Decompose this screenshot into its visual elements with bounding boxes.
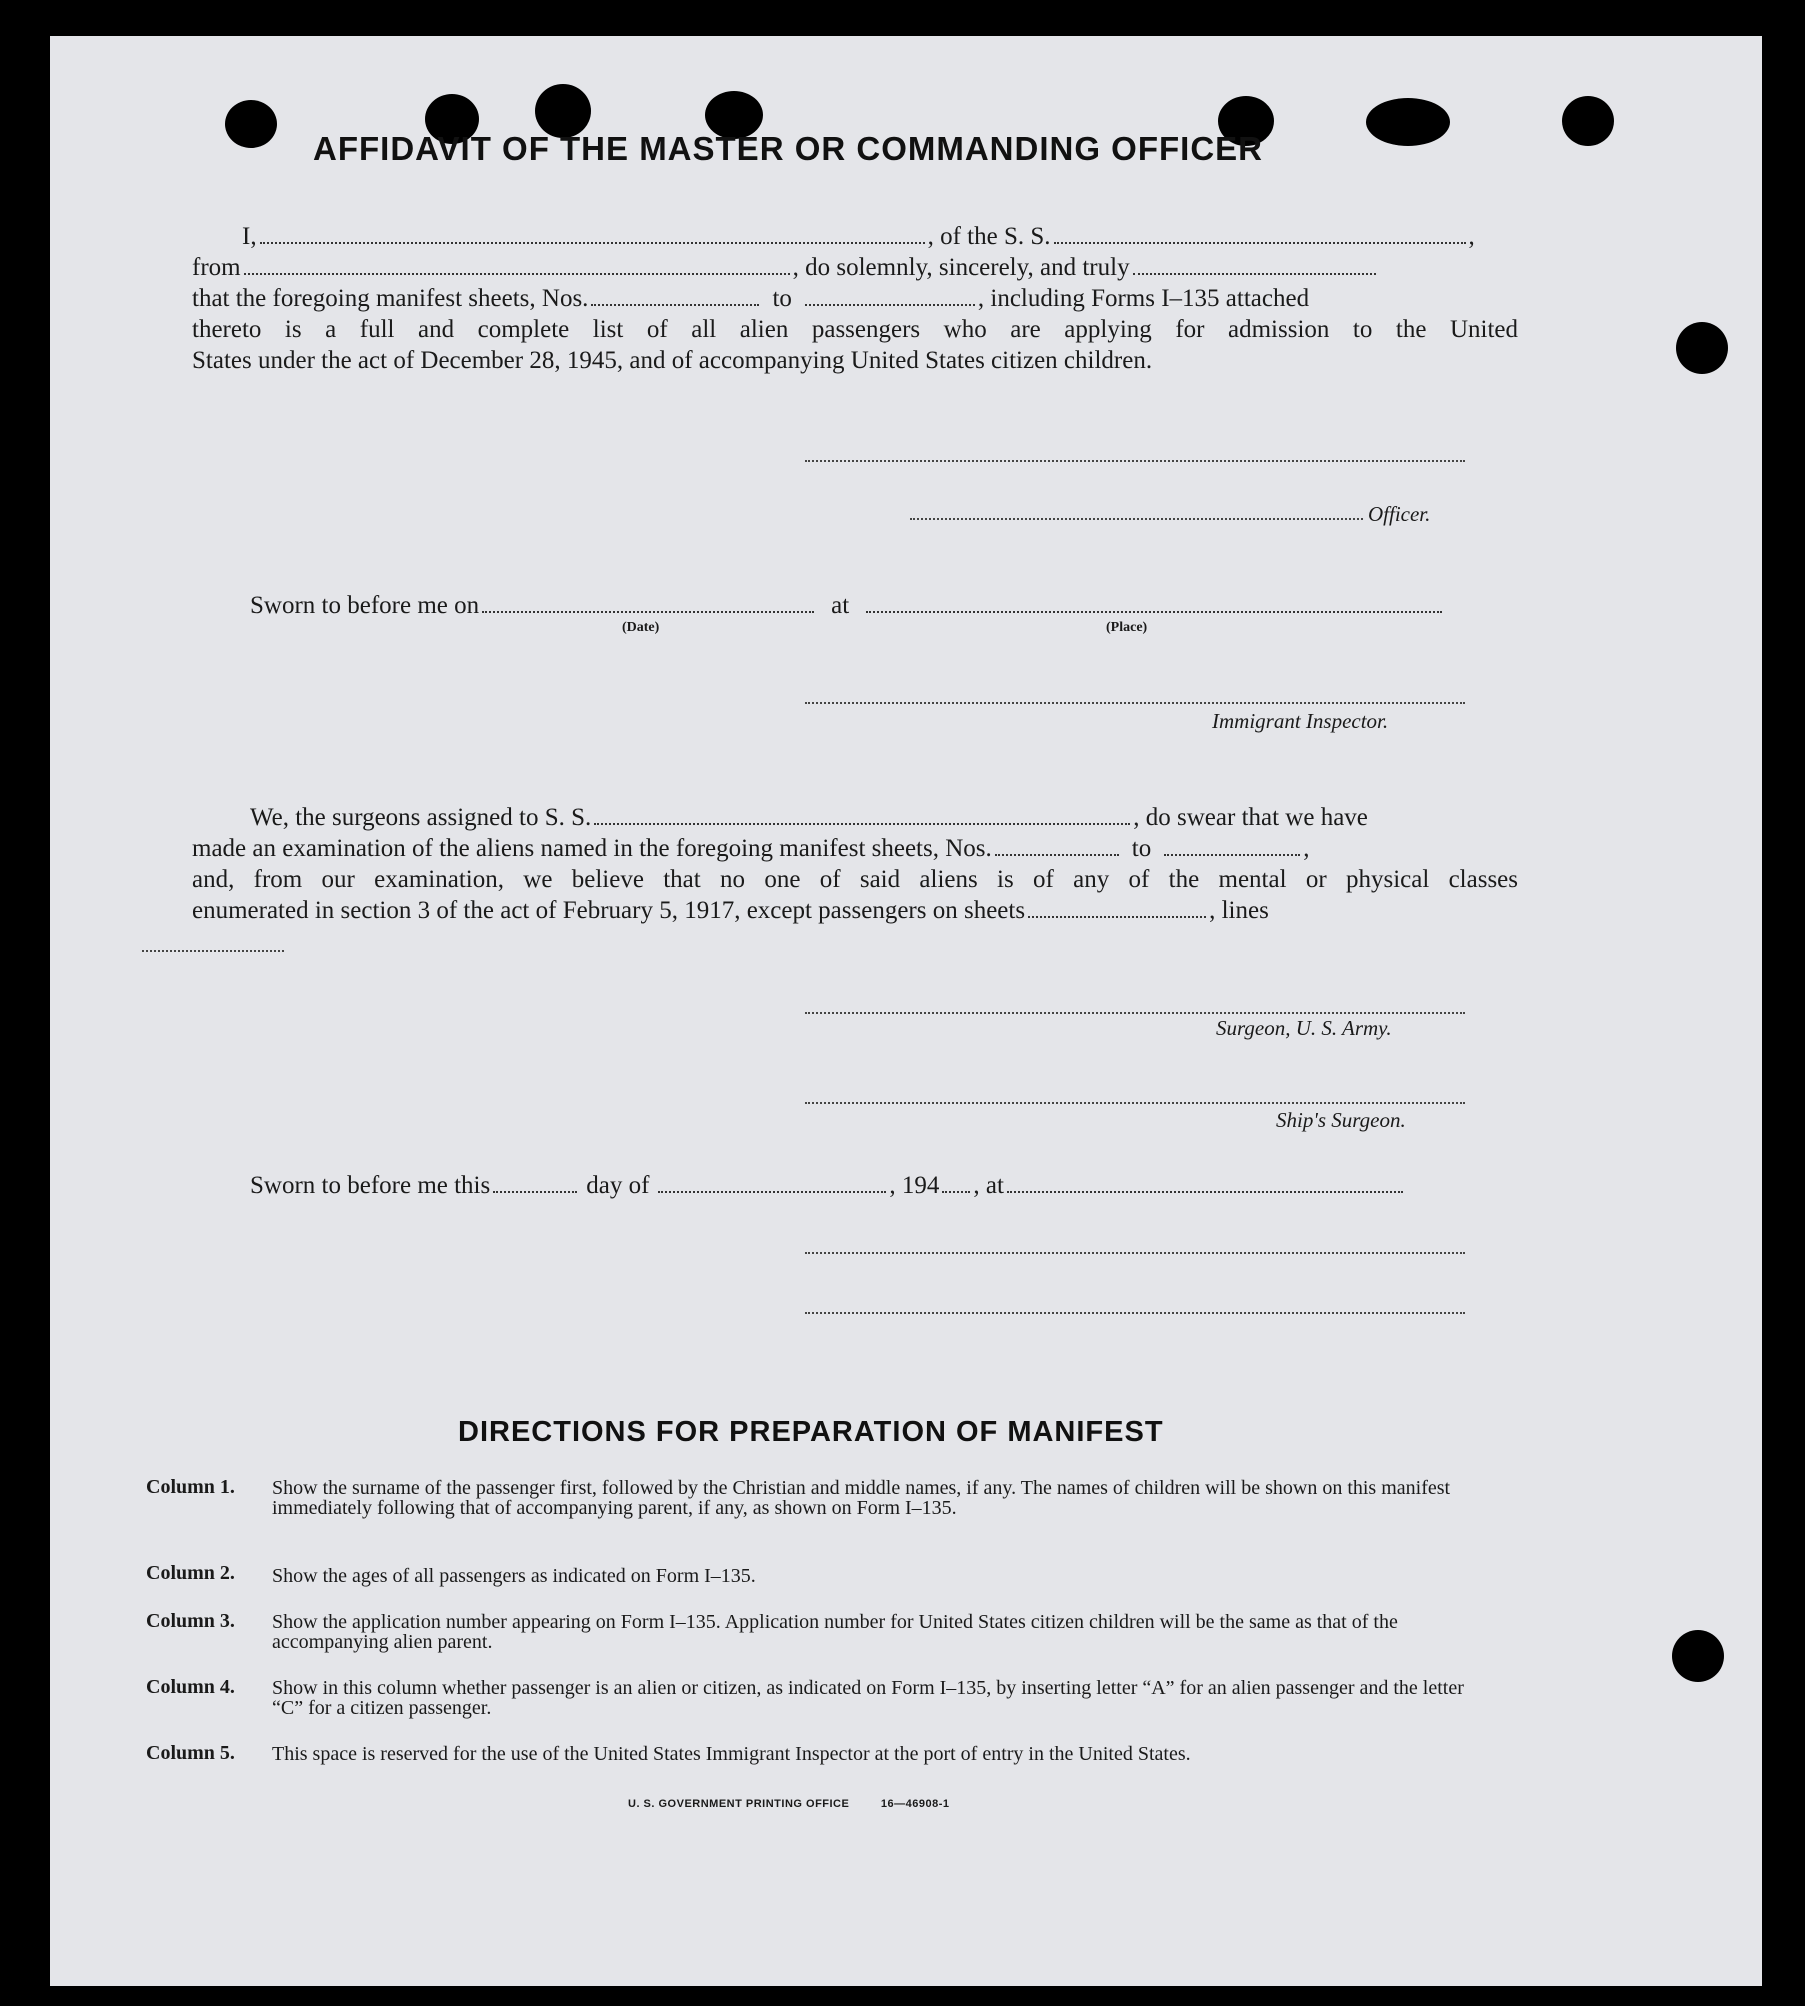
oath-field[interactable]	[1133, 272, 1376, 275]
column-2-text: Show the ages of all passengers as indicated on Form I–135.	[272, 1565, 756, 1587]
from-port-field[interactable]	[244, 272, 790, 275]
sworn-year-field[interactable]	[942, 1190, 970, 1193]
surgeons-line-1	[250, 804, 1368, 832]
at-text-2: , at	[973, 1172, 1004, 1199]
column-1-label: Column 1.	[146, 1476, 235, 1498]
sworn-before-text: Sworn to before me on	[250, 592, 480, 619]
punch-hole	[1366, 98, 1450, 146]
sheets-to-field[interactable]	[805, 303, 975, 306]
signature-line-a[interactable]	[805, 1252, 1465, 1254]
lines-text: , lines	[1209, 897, 1269, 924]
surgeon-sheets-to-field[interactable]	[1164, 853, 1300, 856]
ships-surgeon-signature-line[interactable]	[805, 1102, 1465, 1104]
punch-hole	[1676, 322, 1728, 374]
sworn-this-text: Sworn to before me this	[250, 1172, 491, 1199]
column-5-text: This space is reserved for the use of the United States Immigrant Inspector at the port of entry in the United States.	[272, 1743, 1191, 1765]
signature-line-b[interactable]	[805, 1312, 1465, 1314]
surgeon-sheets-from-field[interactable]	[995, 853, 1119, 856]
sworn-month-field[interactable]	[658, 1190, 886, 1193]
sworn-date-line	[250, 592, 1445, 620]
surgeons-line-2	[192, 835, 1309, 863]
surgeons-line-4	[192, 897, 1269, 925]
date-caption: (Date)	[622, 620, 660, 635]
affidavit-line-5: States under the act of December 28, 1945, and of accompanying United States citizen children.	[192, 347, 1153, 374]
sworn-day-line	[250, 1172, 1406, 1200]
officer-signature-line[interactable]	[805, 460, 1465, 462]
column-5-label: Column 5.	[146, 1742, 235, 1764]
sworn-place-field-2[interactable]	[1007, 1190, 1403, 1193]
directions-title: DIRECTIONS FOR PREPARATION OF MANIFEST	[458, 1416, 1164, 1448]
ship-name-field[interactable]	[1054, 241, 1466, 244]
inspector-signature-line[interactable]	[805, 702, 1465, 704]
punch-hole	[1672, 1630, 1724, 1682]
punch-hole	[225, 100, 277, 148]
to-text: to	[772, 285, 792, 312]
form-code: 16—46908-1	[880, 1798, 950, 1810]
from-text: from	[192, 254, 241, 281]
master-name-field[interactable]	[260, 241, 925, 244]
examination-text: made an examination of the aliens named in the foregoing manifest sheets, Nos.	[192, 835, 992, 862]
affidavit-line-3	[192, 285, 1309, 313]
affidavit-line-2	[192, 254, 1379, 282]
officer-label: Officer.	[1368, 502, 1431, 526]
printer-footer	[628, 1798, 950, 1810]
solemnly-text: , do solemnly, sincerely, and truly	[792, 254, 1130, 281]
document-page	[50, 36, 1762, 1986]
pronoun-i: I,	[242, 223, 257, 250]
sheets-from-field[interactable]	[591, 303, 759, 306]
column-3-text: Show the application number appearing on Form I–135. Application number for United States citizen children will be the same as that of the accompanying alien parent.	[272, 1611, 1398, 1653]
do-swear-text: , do swear that we have	[1133, 804, 1368, 831]
affidavit-title: AFFIDAVIT OF THE MASTER OR COMMANDING OFFICER	[313, 130, 1264, 167]
sworn-day-field[interactable]	[493, 1190, 577, 1193]
punch-hole	[1562, 96, 1614, 146]
except-sheets-field[interactable]	[1028, 915, 1206, 918]
army-surgeon-signature-line[interactable]	[805, 1012, 1465, 1014]
sworn-place-field[interactable]	[866, 610, 1442, 613]
manifest-sheets-text: that the foregoing manifest sheets, Nos.	[192, 285, 589, 312]
except-lines-field[interactable]	[142, 950, 284, 952]
army-surgeon-label: Surgeon, U. S. Army.	[1216, 1016, 1392, 1040]
column-1-text: Show the surname of the passenger first, followed by the Christian and middle names, if any. The names of children will be shown on this manifest immediately following that of accompanying parent, if any, as shown on Form I–135.	[272, 1477, 1451, 1519]
comma: ,	[1468, 223, 1475, 250]
surgeons-assigned-text: We, the surgeons assigned to S. S.	[250, 804, 592, 831]
surgeon-ship-field[interactable]	[594, 822, 1130, 825]
comma-2: ,	[1303, 835, 1310, 862]
column-4-label: Column 4.	[146, 1676, 235, 1698]
surgeons-line-3: and, from our examination, we believe that no one of said aliens is of any of the mental or physical classes	[192, 866, 1518, 893]
place-caption: (Place)	[1106, 620, 1148, 635]
including-forms-text: , including Forms I–135 attached	[977, 285, 1310, 312]
printer-name: U. S. GOVERNMENT PRINTING OFFICE	[628, 1798, 850, 1810]
inspector-label: Immigrant Inspector.	[1212, 709, 1389, 733]
column-3-label: Column 3.	[146, 1610, 235, 1632]
ships-surgeon-label: Ship's Surgeon.	[1276, 1108, 1406, 1132]
affidavit-line-4: thereto is a full and complete list of all alien passengers who are applying for admission to the United	[192, 316, 1518, 343]
to-text-2: to	[1131, 835, 1152, 862]
sworn-date-field[interactable]	[482, 610, 814, 613]
enumerated-text: enumerated in section 3 of the act of February 5, 1917, except passengers on sheets	[192, 897, 1026, 924]
at-text: at	[831, 592, 850, 619]
day-of-text: day of	[586, 1172, 650, 1199]
of-the-ss-text: , of the S. S.	[927, 223, 1051, 250]
affidavit-line-1	[192, 223, 1518, 251]
column-4-text: Show in this column whether passenger is an alien or citizen, as indicated on Form I–135, by inserting letter “A” for an alien passenger and the letter “C” for a citizen passenger.	[272, 1677, 1464, 1719]
year-prefix-text: , 194	[889, 1172, 940, 1199]
column-2-label: Column 2.	[146, 1562, 235, 1584]
officer-title-line[interactable]	[910, 518, 1363, 520]
